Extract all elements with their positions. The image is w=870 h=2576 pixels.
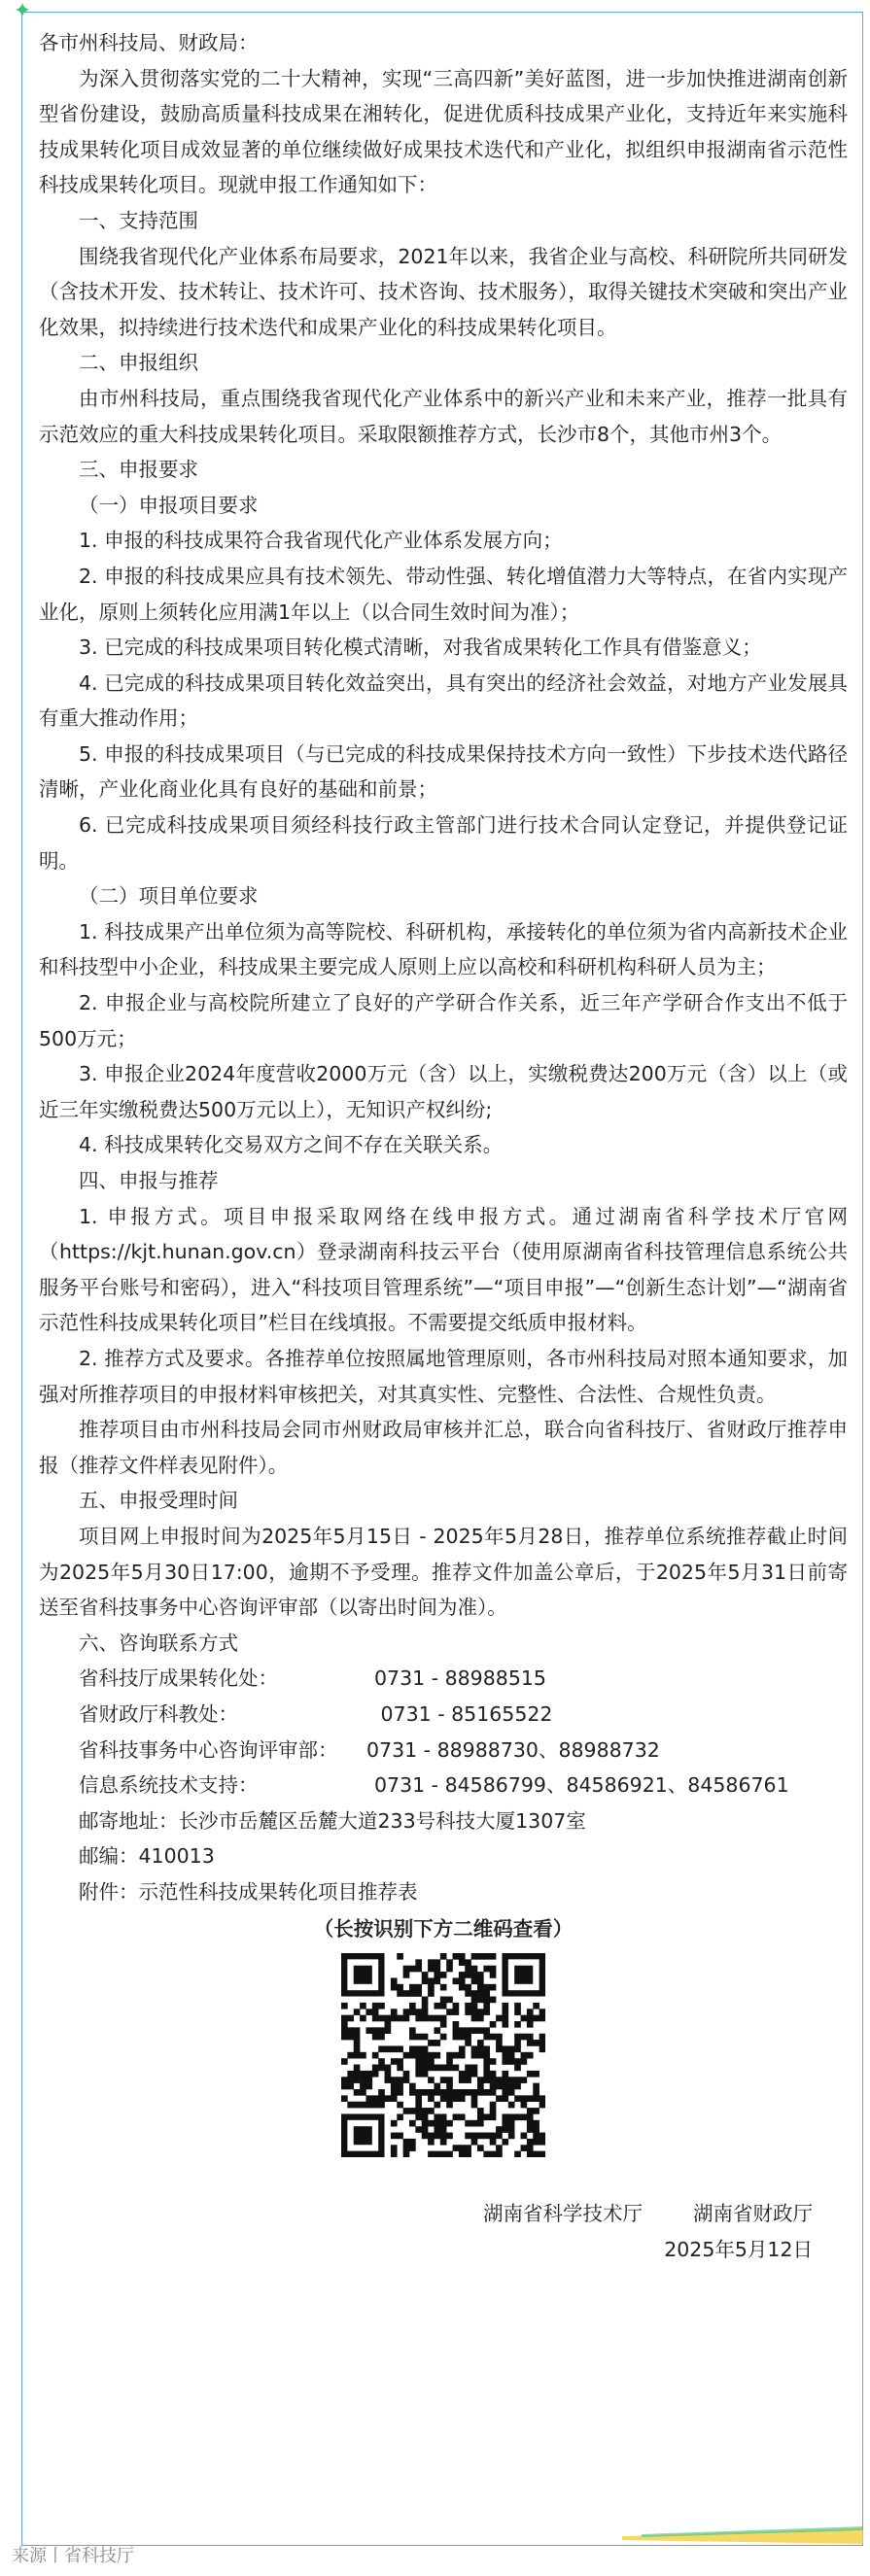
postcode: 邮编：410013 [79,1844,215,1869]
contact-row [39,1768,848,1803]
mailing-address: 邮寄地址：长沙市岳麓区岳麓大道233号科技大厦1307室 [79,1808,586,1833]
signature-dept-finance: 湖南省财政厅 [693,2202,813,2226]
sparkle-icon: ✦ [13,0,32,23]
requirement-item: 2. 申报的科技成果应具有技术领先、带动性强、转化增值潜力大等特点，在省内实现产业化，原则上须转化应用满1年以上（以合同生效时间为准）； [39,564,848,624]
notice-body [39,25,848,2267]
section-2-text: 由市州科技局，重点围绕我省现代化产业体系中的新兴产业和未来产业，推荐一批具有示范效应的重大科技成果转化项目。采取限额推荐方式，长沙市8个，其他市州3个。 [39,386,848,446]
section-5-title: 五、申报受理时间 [79,1489,238,1513]
unit-requirement-item: 3. 申报企业2024年度营收2000万元（含）以上，实缴税费达200万元（含）以上（或近三年实缴税费达500万元以上），无知识产权纠纷; [39,1062,848,1121]
contact-row [39,1697,848,1733]
qr-code-graphic [341,1953,545,2157]
qr-code[interactable] [341,1953,545,2157]
section-1-title: 一、支持范围 [79,208,198,232]
requirement-item: 5. 申报的科技成果项目（与已完成的科技成果保持技术方向一致性）下步技术迭代路径清晰，产业化商业化具有良好的基础和前景； [39,741,848,802]
section-2-title: 二、申报组织 [79,351,198,375]
recommendation-note: 推荐项目由市州科技局会同市州财政局审核并汇总，联合向省科技厅、省财政厅推荐申报（推荐文件样表见附件）。 [39,1418,848,1477]
contact-label: 省科技厅成果转化处： [79,1666,278,1691]
contact-label: 省财政厅科教处： [79,1701,238,1726]
application-method: 1. 申报方式。项目申报采取网络在线申报方式。通过湖南省科学技术厅官网（https://kjt.hunan.gov.cn）登录湖南科技云平台（使用原湖南省科技管理信息系统公共服务平台账号和密码），进入“科技项目管理系统”—“项目申报”—“创新生态计划”—“湖南省示范性科技成果转化项目”栏目在线填报。不需要提交纸质申报材料。 [39,1204,848,1335]
section-3-subtitle-2: （二）项目单位要求 [79,884,259,909]
section-5-text: 项目网上申报时间为2025年5月15日 - 2025年5月28日，推荐单位系统推荐截止时间为2025年5月30日17:00，逾期不予受理。推荐文件加盖公章后，于2025年5月31日前寄送至省科技事务中心咨询评审部（以寄出时间为准）。 [39,1524,848,1620]
contact-label: 信息系统技术支持： [79,1773,259,1798]
contact-label: 省科技事务中心咨询评审部： [79,1737,338,1762]
contact-phone: 0731 - 88988730、88988732 [366,1737,660,1762]
contact-row [39,1733,848,1769]
contact-phone: 0731 - 88988515 [374,1666,546,1691]
section-3-title: 三、申报要求 [79,458,198,482]
signature-dept-science: 湖南省科学技术厅 [483,2202,643,2226]
salutation: 各市州科技局、财政局： [39,31,259,54]
qr-caption: （长按识别下方二维码查看） [313,1917,574,1941]
unit-requirement-item: 1. 科技成果产出单位须为高等院校、科研机构，承接转化的单位须为省内高新技术企业和科技型中小企业，科技成果主要完成人原则上应以高校和科研机构科研人员为主； [39,919,848,979]
section-6-title: 六、咨询联系方式 [79,1631,238,1655]
recommendation-method: 2. 推荐方式及要求。各推荐单位按照属地管理原则，各市州科技局对照本通知要求，加强对所推荐项目的申报材料审核把关，对其真实性、完整性、合法性、合规性负责。 [39,1346,848,1406]
unit-requirement-item: 4. 科技成果转化交易双方之间不存在关联关系。 [79,1133,504,1157]
source-label: 来源丨省科技厅 [12,2546,134,2566]
attachment-link[interactable]: 附件：示范性科技成果转化项目推荐表 [79,1879,418,1904]
intro-paragraph: 为深入贯彻落实党的二十大精神，实现“三高四新”美好蓝图，进一步加快推进湖南创新型省份建设，鼓励高质量科技成果在湘转化，促进优质科技成果产业化，支持近年来实施科技成果转化项目成效显著的单位继续做好成果技术迭代和产业化，拟组织申报湖南省示范性科技成果转化项目。现就申报工作通知如下： [39,66,848,197]
section-3-subtitle-1: （一）申报项目要求 [79,493,259,517]
requirement-item: 4. 已完成的科技成果项目转化效益突出，具有突出的经济社会效益，对地方产业发展具有重大推动作用； [39,670,848,731]
requirement-item: 1. 申报的科技成果符合我省现代化产业体系发展方向； [79,529,563,553]
contact-row [39,1661,848,1697]
section-1-text: 围绕我省现代化产业体系布局要求，2021年以来，我省企业与高校、科研院所共同研发（含技术开发、技术转让、技术许可、技术咨询、技术服务），取得关键技术突破和突出产业化效果，拟持续进行技术迭代和成果产业化的科技成果转化项目。 [39,244,848,339]
section-4-title: 四、申报与推荐 [79,1169,219,1192]
requirement-item: 6. 已完成科技成果项目须经科技行政主管部门进行技术合同认定登记，并提供登记证明。 [39,813,848,873]
signature-date: 2025年5月12日 [664,2237,813,2261]
contact-phone: 0731 - 84586799、84586921、84586761 [374,1773,789,1798]
unit-requirement-item: 2. 申报企业与高校院所建立了良好的产学研合作关系，近三年产学研合作支出不低于500万元； [39,991,848,1050]
contact-phone: 0731 - 85165522 [374,1701,553,1726]
signature-block [39,2196,848,2232]
requirement-item: 3. 已完成的科技成果项目转化模式清晰，对我省成果转化工作具有借鉴意义； [79,635,762,660]
bottom-accent-decoration [622,2526,863,2546]
